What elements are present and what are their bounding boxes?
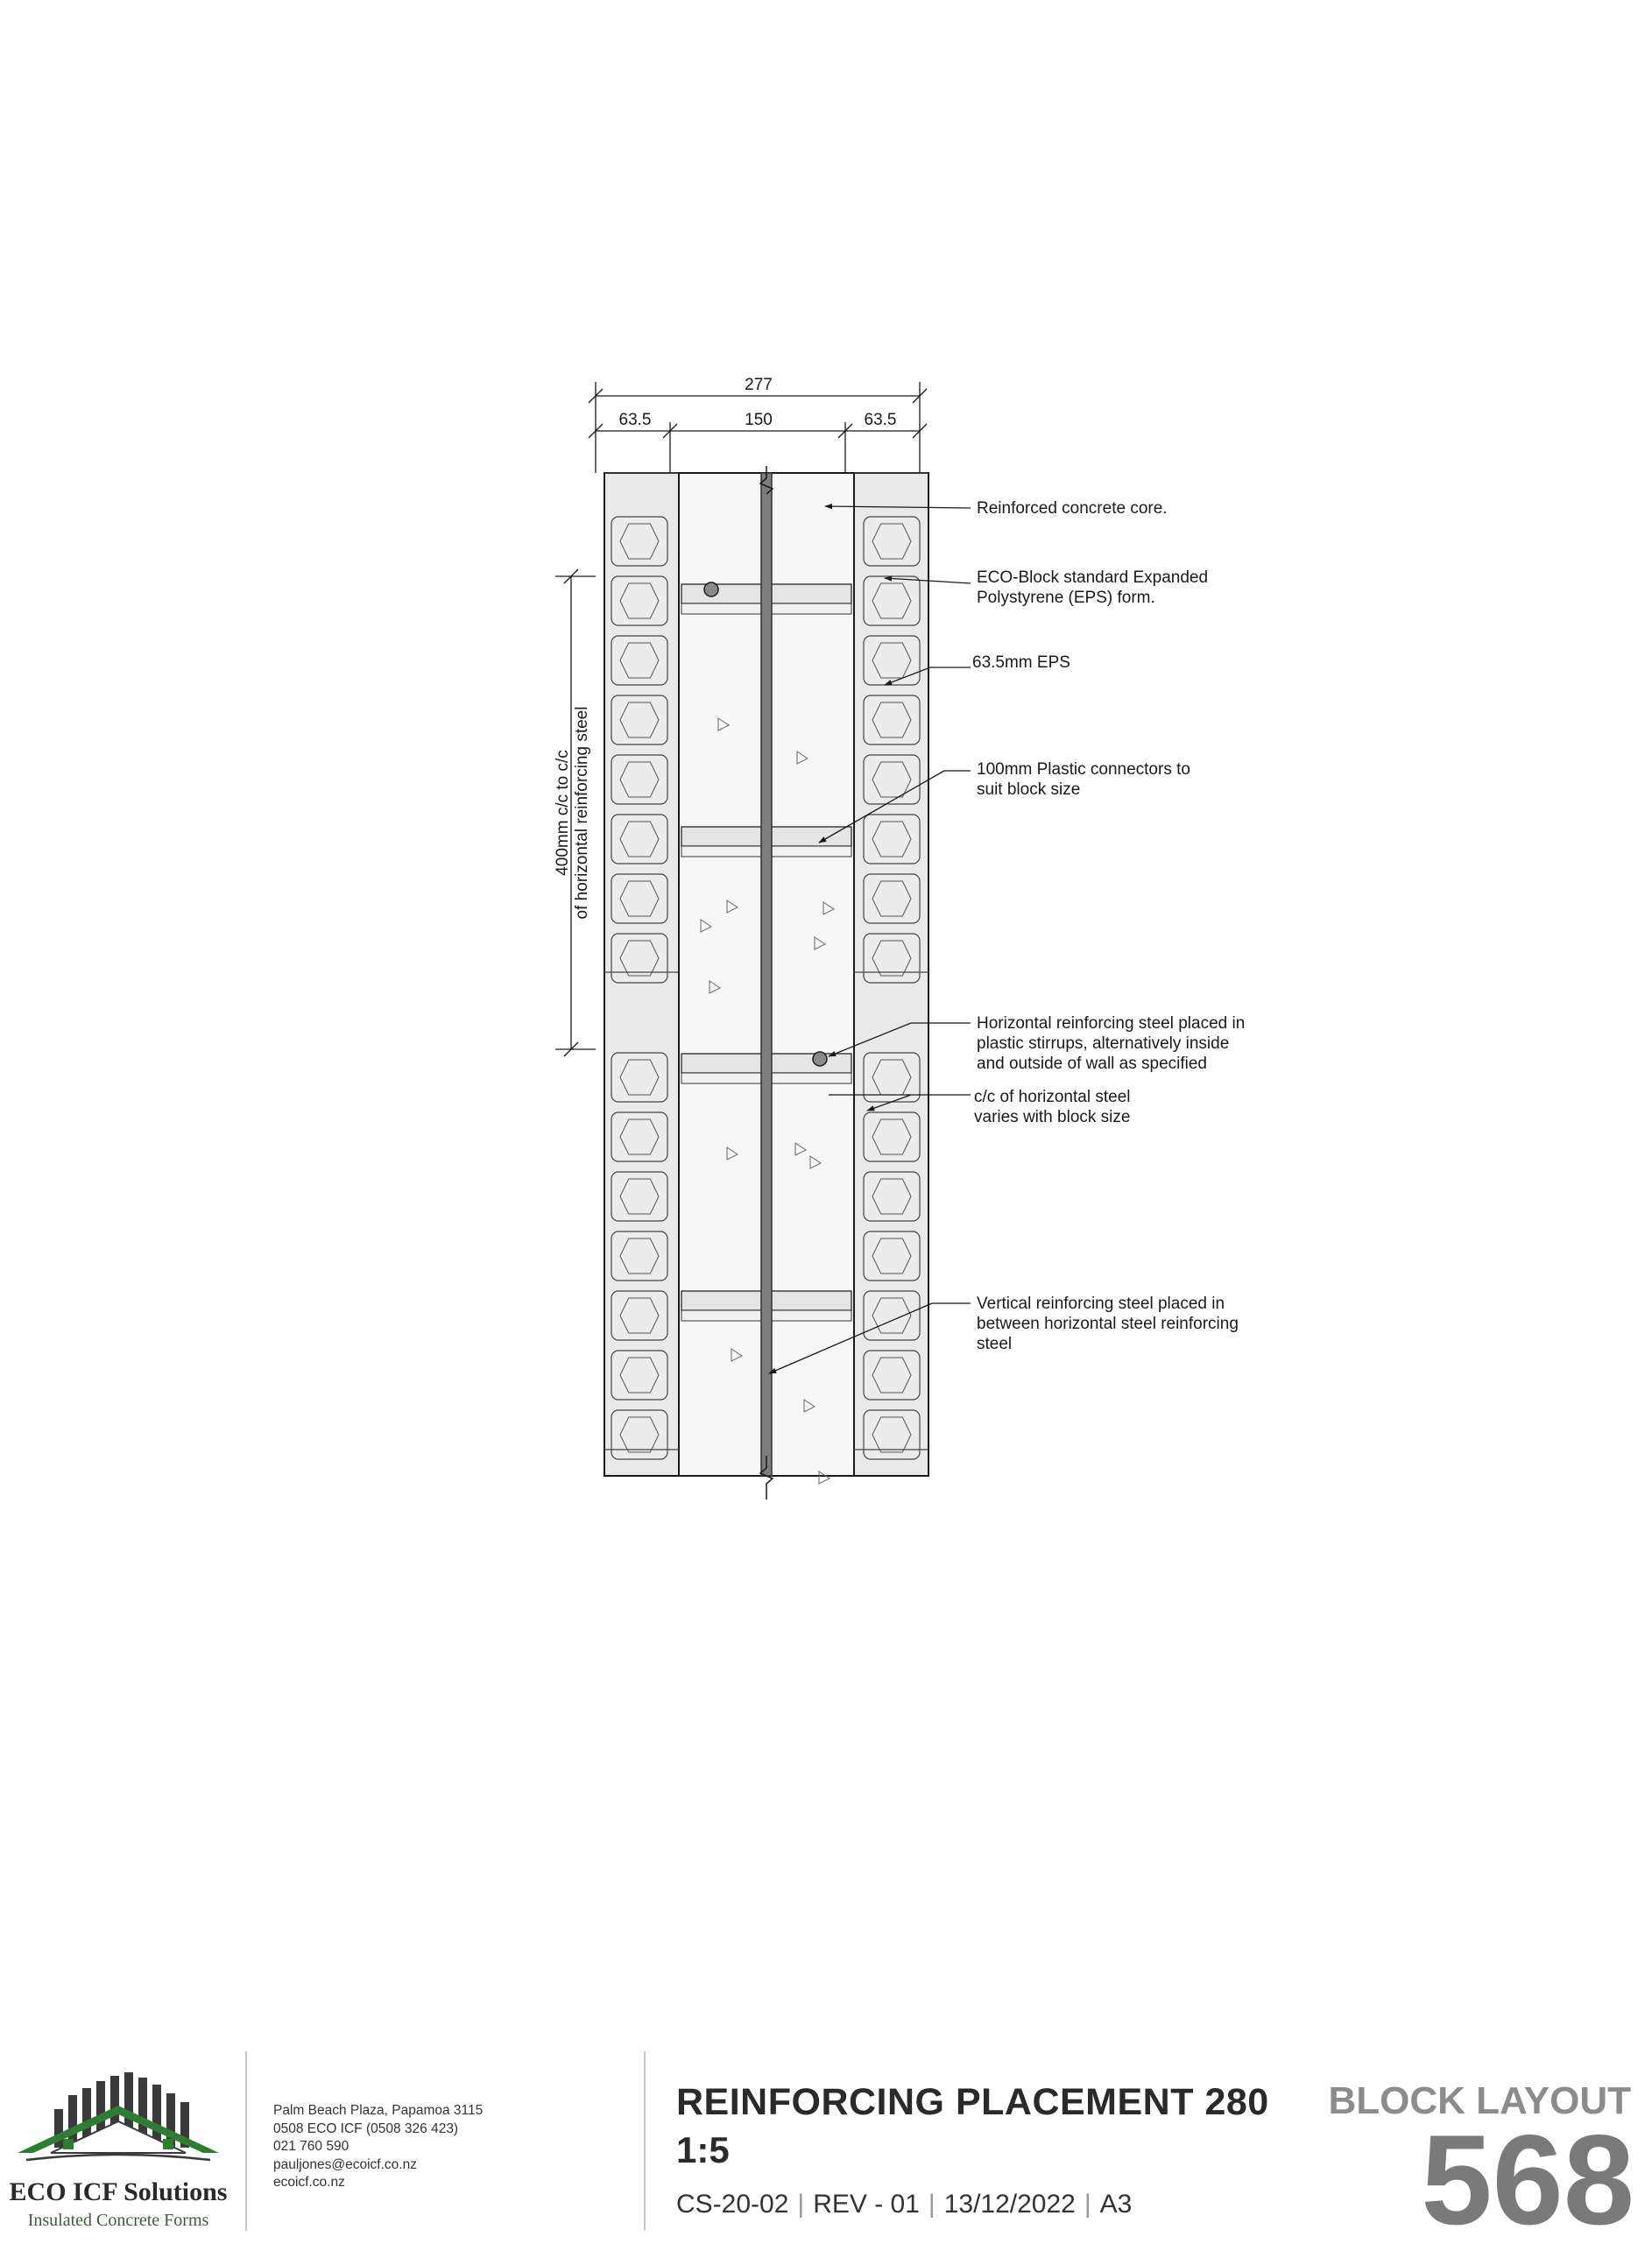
contact-phone-1: 0508 ECO ICF (0508 326 423) xyxy=(273,2120,459,2136)
dim-vertical-line2: of horizontal reinforcing steel xyxy=(573,706,591,920)
vertical-rebar xyxy=(761,473,772,1476)
contact-email[interactable]: pauljones@ecoicf.co.nz xyxy=(273,2156,417,2172)
dim-overall: 277 xyxy=(745,376,773,394)
divider xyxy=(245,2051,247,2231)
horizontal-rebar-top xyxy=(704,582,718,596)
drawing-meta xyxy=(676,2190,1132,2219)
contact-website[interactable]: ecoicf.co.nz xyxy=(273,2175,345,2190)
drawing-revision: REV - 01 xyxy=(813,2190,920,2219)
divider xyxy=(644,2051,646,2231)
drawing-number: CS-20-02 xyxy=(676,2190,789,2219)
annotations xyxy=(972,499,1245,1353)
annotation-eps-thickness: 63.5mm EPS xyxy=(972,653,1070,672)
annotation-horizontal-spacing: c/c of horizontal steel varies with block size xyxy=(974,1088,1131,1126)
dim-left-eps: 63.5 xyxy=(618,411,652,429)
annotation-vertical-steel: Vertical reinforcing steel placed in between horizontal steel reinforcing steel xyxy=(977,1295,1239,1353)
logo-name: ECO ICF Solutions xyxy=(9,2177,228,2206)
dim-vertical-line1: 400mm c/c to c/c xyxy=(554,750,572,876)
drawing-date: 13/12/2022 xyxy=(943,2190,1076,2219)
block-size: 568 xyxy=(1421,2108,1634,2251)
horizontal-rebar-mid xyxy=(813,1052,827,1066)
block-layout-label: BLOCK LAYOUT xyxy=(1328,2079,1631,2122)
company-logo xyxy=(0,2058,237,2233)
dim-right-eps: 63.5 xyxy=(864,411,897,429)
drawing-scale: 1:5 xyxy=(676,2129,730,2170)
wall-section xyxy=(604,466,928,1499)
contact-address: Palm Beach Plaza, Papamoa 3115 xyxy=(273,2103,484,2118)
sheet-size: A3 xyxy=(1099,2190,1133,2219)
separator: | xyxy=(928,2190,935,2219)
contact-details xyxy=(273,2102,483,2192)
annotation-concrete-core: Reinforced concrete core. xyxy=(977,499,1168,518)
separator: | xyxy=(797,2190,805,2219)
logo-graphic xyxy=(0,2058,237,2177)
drawing-title: REINFORCING PLACEMENT 280 xyxy=(676,2081,1269,2123)
separator: | xyxy=(1084,2190,1091,2219)
annotation-plastic-connectors: 100mm Plastic connectors to suit block size xyxy=(977,760,1190,799)
dim-core: 150 xyxy=(745,411,773,429)
title-block xyxy=(0,2041,1652,2251)
annotation-eps-form: ECO-Block standard Expanded Polystyrene (EPS) form. xyxy=(977,568,1209,607)
contact-phone-2: 021 760 590 xyxy=(273,2139,349,2154)
annotation-horizontal-steel: Horizontal reinforcing steel placed in plastic stirrups, alternatively inside and outside of wall as specified xyxy=(977,1014,1246,1073)
logo-tagline: Insulated Concrete Forms xyxy=(27,2211,209,2230)
